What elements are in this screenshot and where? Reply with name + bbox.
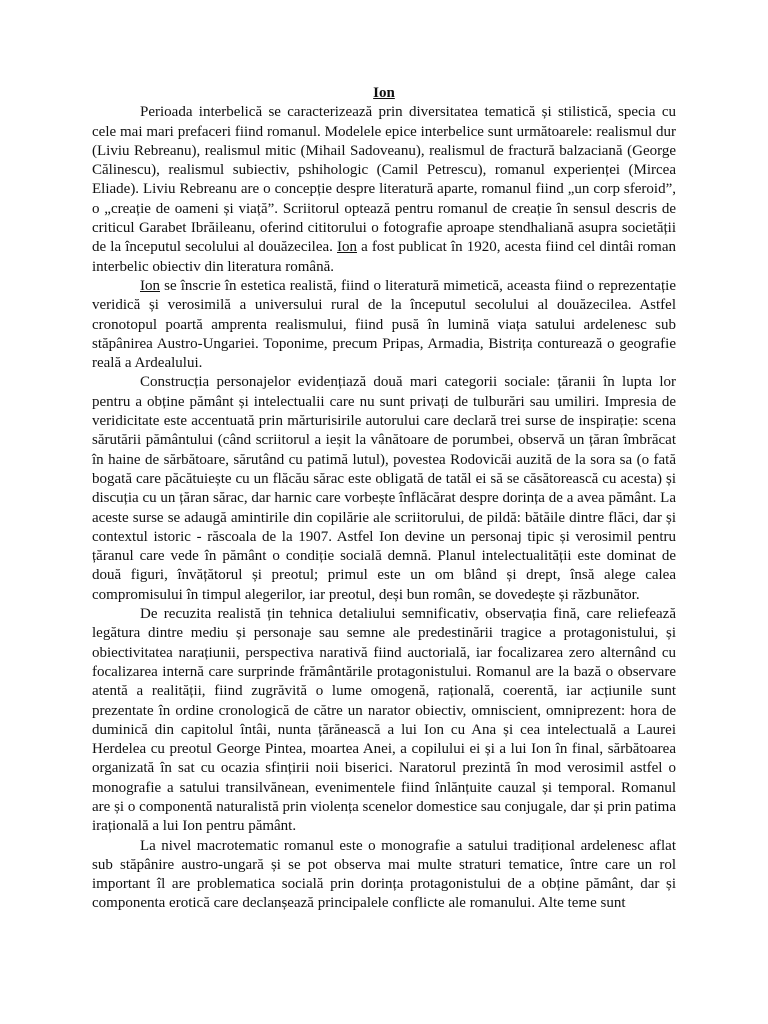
paragraph-text: Construcția personajelor evidențiază două mari categorii sociale: țăranii în lupta lor pentru a obține pământ și intelectualii care nu sunt privați de tulburări sau umiliri. Impresia de veridicitate este accentuată prin mărturisirile autorului care declară trei surse de inspirație: scena sărutării pământului (când scriitorul a ieșit la vânătoare de porumbei, observă un țăran îmbrăcat în haine de sărbătoare, sărutând cu patimă lutul), povestea Rodovicăi auzită de la sora sa (o fată bogată care păcătuiește cu un flăcău sărac este obligată de tatăl ei să se căsătorească cu acesta) și discuția cu un țăran sărac, dar harnic care vorbește înflăcărat despre dorința de a avea pământ. La aceste surse se adaugă amintirile din copilărie ale scriitorului, de pildă: bătăile dintre flăci, dar și contextul istoric - răscoala de la 1907. Astfel Ion devine un personaj tipic și verosimil pentru țăranul care vede în pământ o condiție socială demnă. Planul intelectualității este dominat de două figuri, învățătorul și preotul; primul este un om blând și drept, însă alege calea compromisului în timpul alegerilor, iar preotul, deși bun român, se dovedește și răzbunător.: [92, 374, 676, 603]
underlined-title-reference: Ion: [140, 277, 160, 294]
paragraph-text: a fost publicat în 1920, acesta fiind cel dintâi roman interbelic obiectiv din literatura română.: [92, 239, 676, 275]
paragraph-text: se înscrie în estetica realistă, fiind o literatură mimetică, aceasta fiind o reprezentație veridică și verosimilă a universului rural de la începutul secolului al douăzecilea. Astfel cronotopul poartă amprenta realismului, fiind pusă în lumină viața satului ardelenesc sub stăpânirea Austro-Ungariei. Toponime, precum Pripas, Armadia, Bistrița conturează o geografie reală a Ardealului.: [92, 277, 676, 372]
paragraph: [92, 103, 676, 277]
underlined-title-reference: Ion: [337, 239, 358, 256]
paragraph: [92, 373, 676, 605]
document-page: [92, 84, 676, 914]
paragraph-text: De recuzita realistă țin tehnica detaliului semnificativ, observația fină, care reliefează legătura dintre mediu și personaje sau semne ale predestinării tragice a protagonistului, și obiectivitatea narațiunii, perspectiva narativă fiind auctorială, iar focalizarea zero alternând cu focalizarea internă care surprinde frământările protagonistului. Romanul are la bază o observare atentă a realității, fiind zugrăvită o lume omogenă, rațională, coerentă, iar acțiunile sunt prezentate în ordine cronologică de către un narator obiectiv, omniscient, omniprezent: hora de duminică din capitolul întâi, nunta țărănească a lui Ion cu Ana și cea intelectuală a Laurei Herdelea cu preotul George Pintea, moartea Anei, a copilului ei și a lui Ion în final, sărbătoarea organizată în sat cu ocazia sfințirii noii biserici. Naratorul prezintă în mod verosimil astfel o monografie a satului transilvănean, evenimentele fiind înlănțuite cauzal și temporal. Romanul are și o componentă naturalistă prin violența scenelor domestice sau conjugale, dar și prin patima irațională a lui Ion pentru pământ.: [92, 606, 676, 835]
paragraph-text: La nivel macrotematic romanul este o monografie a satului tradițional ardelenesc aflat sub stăpânire austro-ungară și se pot observa mai multe straturi tematice, între care un rol important îl are problematica socială prin dorința protagonistului de a obține pământ, dar și componenta erotică care declanșează principalele conflicte ale romanului. Alte teme sunt: [92, 837, 676, 912]
page-title: Ion: [373, 85, 395, 101]
document-body: [92, 103, 676, 913]
paragraph: [92, 837, 676, 914]
paragraph-text: Perioada interbelică se caracterizează prin diversitatea tematică și stilistică, specia cu cele mai mari prefaceri fiind romanul. Modelele epice interbelice sunt următoarele: realismul dur (Liviu Rebreanu), realismul mitic (Mihail Sadoveanu), realismul de fractură balzaciană (George Călinescu), realismul subiectiv, pshihologic (Camil Petrescu), romanul experienței (Mircea Eliade). Liviu Rebreanu are o concepție despre literatură aparte, romanul fiind „un corp sferoid”, o „creație de oameni și viață”. Scriitorul optează pentru romanul de creație în sensul descris de criticul Garabet Ibrăileanu, oferind cititorului o fotografie aproape stendhaliană asupra societății de la începutul secolului al douăzecilea.: [92, 104, 676, 256]
paragraph: [92, 605, 676, 837]
paragraph: [92, 277, 676, 373]
